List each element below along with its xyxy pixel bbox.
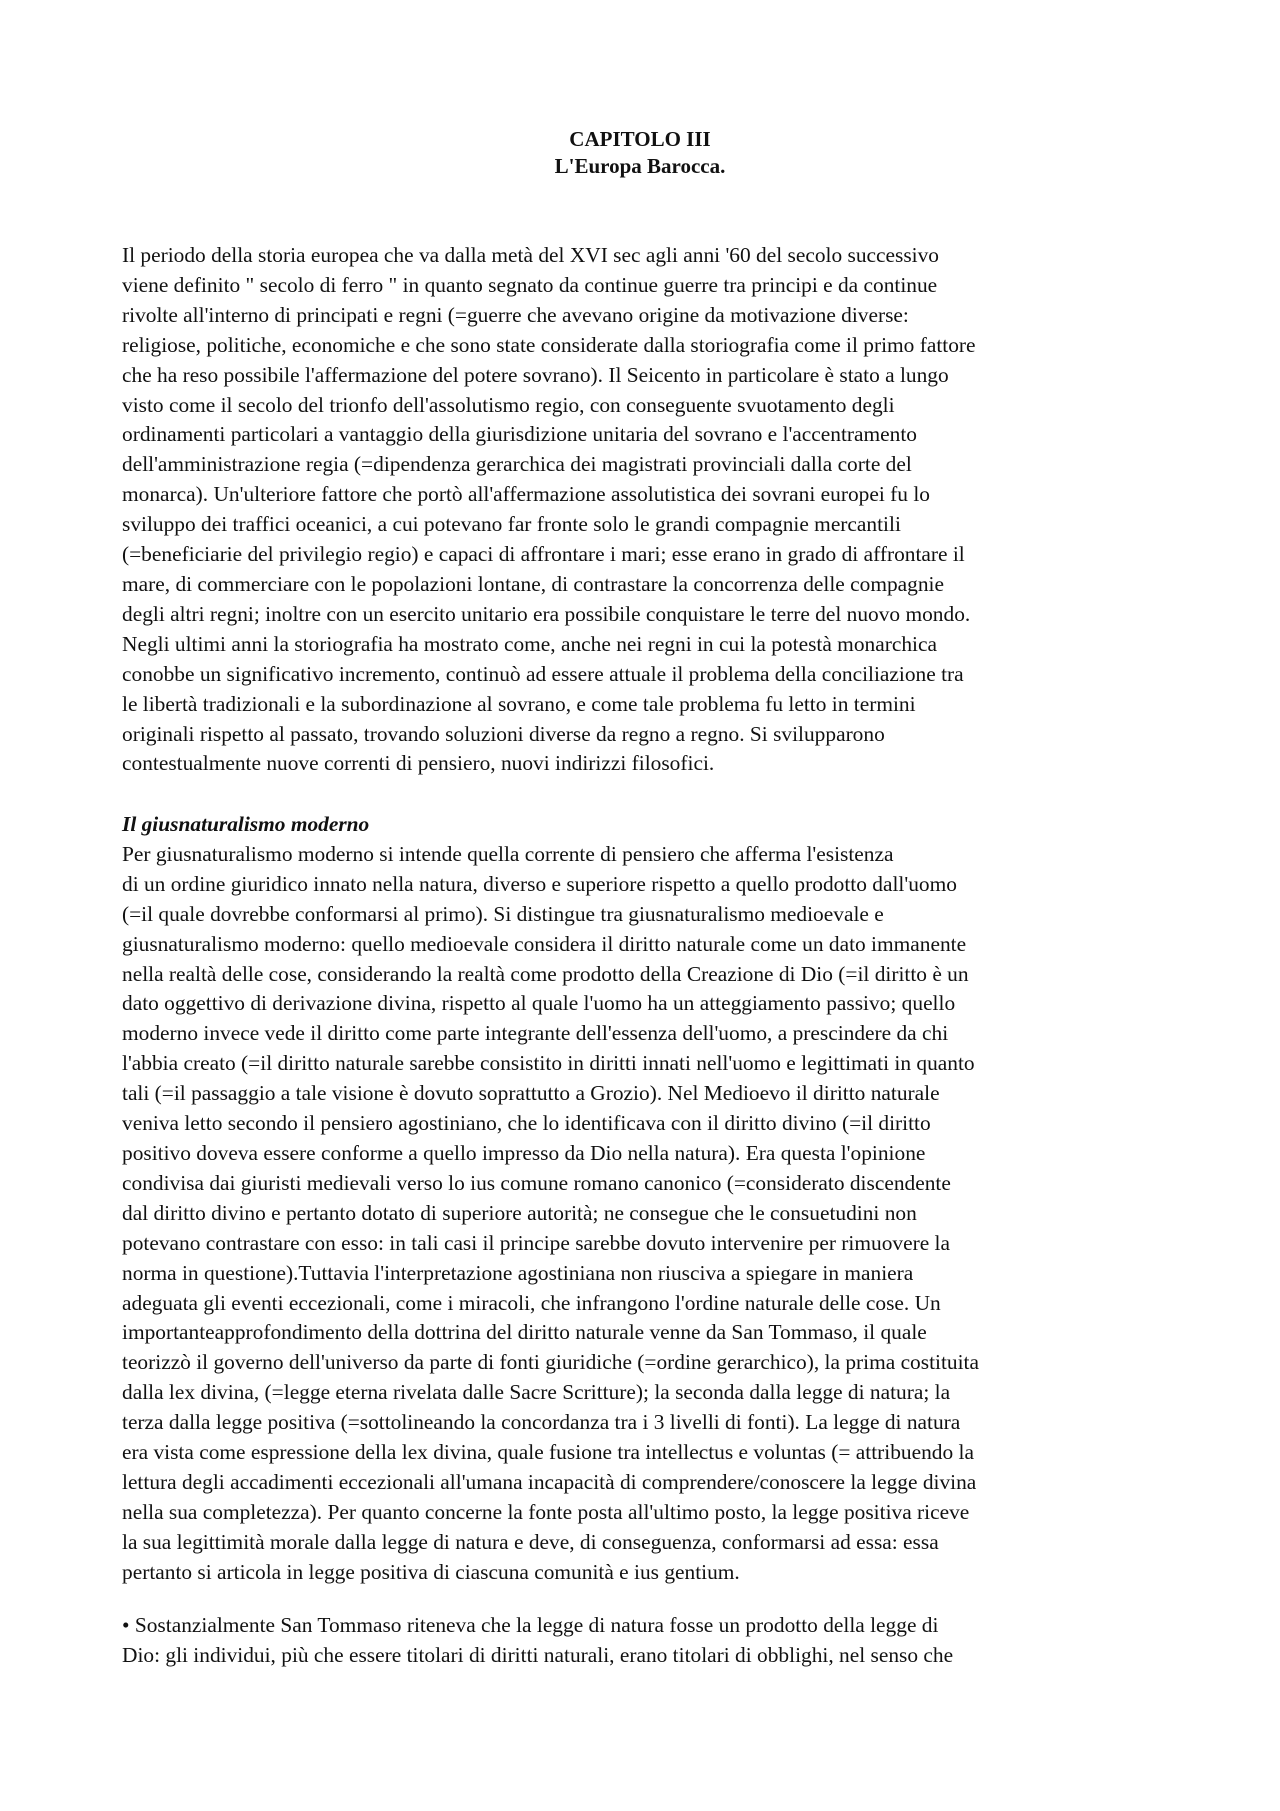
text-line: norma in questione).Tuttavia l'interpretazione agostiniana non riusciva a spiegare in maniera <box>122 1260 914 1285</box>
text-line: giusnaturalismo moderno: quello medioevale considera il diritto naturale come un dato immanente <box>122 931 967 956</box>
text-line: Per giusnaturalismo moderno si intende quella corrente di pensiero che afferma l'esistenza <box>122 841 894 866</box>
text-line: lettura degli accadimenti eccezionali all'umana incapacità di comprendere/conoscere la legge divina <box>122 1469 977 1494</box>
text-line: dal diritto divino e pertanto dotato di superiore autorità; ne consegue che le consuetudini non <box>122 1200 917 1225</box>
text-line: sviluppo dei traffici oceanici, a cui potevano far fronte solo le grandi compagnie mercantili <box>122 512 901 537</box>
text-line: importanteapprofondimento della dottrina del diritto naturale venne da San Tommaso, il quale <box>122 1320 927 1345</box>
chapter-title-block <box>0 126 1280 180</box>
text-line: nella realtà delle cose, considerando la realtà come prodotto della Creazione di Dio (=il diritto è un <box>122 961 969 986</box>
text-line: nella sua completezza). Per quanto concerne la fonte posta all'ultimo posto, la legge positiva riceve <box>122 1499 970 1524</box>
text-line: l'abbia creato (=il diritto naturale sarebbe consistito in diritti innati nell'uomo e legittimati in quanto <box>122 1051 975 1076</box>
text-line: era vista come espressione della lex divina, quale fusione tra intellectus e voluntas (= attribuendo la <box>122 1440 974 1465</box>
text-line: ordinamenti particolari a vantaggio della giurisdizione unitaria del sovrano e l'accentramento <box>122 422 918 447</box>
text-line: potevano contrastare con esso: in tali casi il principe sarebbe dovuto intervenire per rimuovere la <box>122 1230 950 1255</box>
text-line: che ha reso possibile l'affermazione del potere sovrano). Il Seicento in particolare è stato a lungo <box>122 362 949 387</box>
text-line: dalla lex divina, (=legge eterna rivelata dalle Sacre Scritture); la seconda dalla legge di natura; la <box>122 1380 951 1405</box>
intro-paragraph <box>122 241 1222 779</box>
text-line: contestualmente nuove correnti di pensiero, nuovi indirizzi filosofici. <box>122 751 715 776</box>
bullet-line: • Sostanzialmente San Tommaso riteneva che la legge di natura fosse un prodotto della legge di <box>122 1613 939 1637</box>
text-line: pertanto si articola in legge positiva di ciascuna comunità e ius gentium. <box>122 1559 740 1584</box>
text-line: di un ordine giuridico innato nella natura, diverso e superiore rispetto a quello prodotto dall'uomo <box>122 871 957 896</box>
text-line: moderno invece vede il diritto come parte integrante dell'essenza dell'uomo, a prescindere da chi <box>122 1021 949 1046</box>
text-line: (=beneficiarie del privilegio regio) e capaci di affrontare i mari; esse erano in grado di affrontare il <box>122 542 965 567</box>
chapter-subtitle: L'Europa Barocca. <box>554 154 726 178</box>
text-line: originali rispetto al passato, trovando soluzioni diverse da regno a regno. Si svilupparono <box>122 721 885 746</box>
text-line: Il periodo della storia europea che va dalla metà del XVI sec agli anni '60 del secolo successivo <box>122 243 939 267</box>
text-line: viene definito " secolo di ferro " in quanto segnato da continue guerre tra principi e da continue <box>122 272 938 297</box>
text-line: visto come il secolo del trionfo dell'assolutismo regio, con conseguente svuotamento degli <box>122 392 895 417</box>
bullet-paragraph <box>122 1611 1222 1671</box>
text-line: dato oggettivo di derivazione divina, rispetto al quale l'uomo ha un atteggiamento passivo; quello <box>122 991 956 1016</box>
section-heading: Il giusnaturalismo moderno <box>122 812 370 836</box>
text-line: terza dalla legge positiva (=sottolineando la concordanza tra i 3 livelli di fonti). La legge di natura <box>122 1410 961 1435</box>
text-line: dell'amministrazione regia (=dipendenza gerarchica dei magistrati provinciali dalla corte del <box>122 452 912 477</box>
text-line: Negli ultimi anni la storiografia ha mostrato come, anche nei regni in cui la potestà monarchica <box>122 631 937 656</box>
chapter-title: CAPITOLO III <box>569 127 711 151</box>
text-line: monarca). Un'ulteriore fattore che portò all'affermazione assolutistica dei sovrani europei fu lo <box>122 482 930 507</box>
text-line: mare, di commerciare con le popolazioni lontane, di contrastare la concorrenza delle compagnie <box>122 571 944 596</box>
text-line: religiose, politiche, economiche e che sono state considerate dalla storiografia come il primo fattore <box>122 332 976 357</box>
text-line: (=il quale dovrebbe conformarsi al primo). Si distingue tra giusnaturalismo medioevale e <box>122 901 884 926</box>
text-line: veniva letto secondo il pensiero agostiniano, che lo identificava con il diritto divino (=il diritto <box>122 1111 931 1136</box>
giusnaturalismo-section <box>122 810 1222 1588</box>
text-line: conobbe un significativo incremento, continuò ad essere attuale il problema della conciliazione tra <box>122 661 964 686</box>
text-line: la sua legittimità morale dalla legge di natura e deve, di conseguenza, conformarsi ad essa: essa <box>122 1529 939 1554</box>
text-line: adeguata gli eventi eccezionali, come i miracoli, che infrangono l'ordine naturale delle cose. Un <box>122 1290 941 1315</box>
text-line: tali (=il passaggio a tale visione è dovuto soprattutto a Grozio). Nel Medioevo il diritto naturale <box>122 1081 940 1106</box>
text-line: teorizzò il governo dell'universo da parte di fonti giuridiche (=ordine gerarchico), la prima costituita <box>122 1350 979 1375</box>
text-line: degli altri regni; inoltre con un esercito unitario era possibile conquistare le terre del nuovo mondo. <box>122 601 971 626</box>
text-line: rivolte all'interno di principati e regni (=guerre che avevano origine da motivazione diverse: <box>122 302 909 327</box>
text-line: le libertà tradizionali e la subordinazione al sovrano, e come tale problema fu letto in termini <box>122 691 916 716</box>
text-line: Dio: gli individui, più che essere titolari di diritti naturali, erano titolari di obblighi, nel senso che <box>122 1642 954 1667</box>
text-line: positivo doveva essere conforme a quello impresso da Dio nella natura). Era questa l'opinione <box>122 1140 926 1165</box>
text-line: condivisa dai giuristi medievali verso lo ius comune romano canonico (=considerato discendente <box>122 1170 951 1195</box>
